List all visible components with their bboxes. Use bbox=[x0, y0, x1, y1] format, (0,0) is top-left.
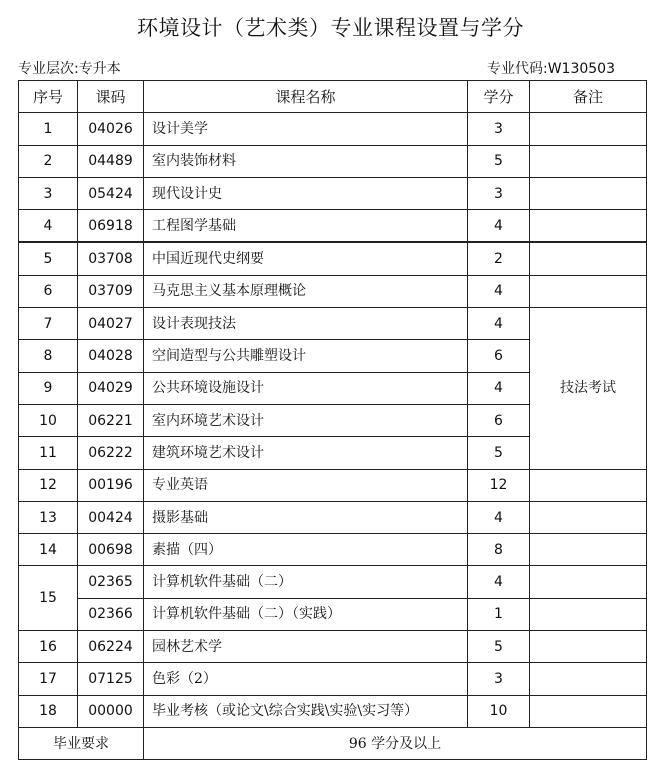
table-row bbox=[19, 275, 647, 307]
row-index: 12 bbox=[19, 469, 78, 501]
row-remarks bbox=[530, 695, 647, 727]
row-remarks bbox=[530, 631, 647, 663]
header-index: 序号 bbox=[19, 81, 78, 113]
row-name: 空间造型与公共雕塑设计 bbox=[144, 340, 468, 372]
row-code: 06221 bbox=[78, 404, 144, 436]
row-remarks bbox=[530, 469, 647, 501]
row-index: 16 bbox=[19, 631, 78, 663]
row-index: 14 bbox=[19, 534, 78, 566]
row-remarks bbox=[530, 113, 647, 145]
table-row bbox=[19, 145, 647, 177]
row-credits: 4 bbox=[468, 372, 530, 404]
row-credits: 3 bbox=[468, 663, 530, 695]
table-row bbox=[19, 210, 647, 243]
row-remarks bbox=[530, 210, 647, 243]
row-remarks bbox=[530, 598, 647, 630]
table-row bbox=[19, 177, 647, 209]
row-name: 现代设计史 bbox=[144, 177, 468, 209]
row-index: 17 bbox=[19, 663, 78, 695]
table-row bbox=[19, 242, 647, 275]
table-row bbox=[19, 469, 647, 501]
graduation-value: 96 学分及以上 bbox=[144, 727, 647, 759]
page-title: 环境设计（艺术类）专业课程设置与学分 bbox=[137, 16, 524, 40]
row-name: 设计美学 bbox=[144, 113, 468, 145]
table-row bbox=[19, 631, 647, 663]
row-name: 计算机软件基础（二） bbox=[144, 566, 468, 598]
row-index: 6 bbox=[19, 275, 78, 307]
row-name: 室内装饰材料 bbox=[144, 145, 468, 177]
row-code: 00424 bbox=[78, 501, 144, 533]
row-credits: 4 bbox=[468, 308, 530, 340]
row-credits: 4 bbox=[468, 210, 530, 243]
graduation-label: 毕业要求 bbox=[19, 727, 144, 759]
graduation-row bbox=[19, 727, 647, 759]
row-remarks bbox=[530, 145, 647, 177]
row-index: 9 bbox=[19, 372, 78, 404]
row-remarks bbox=[530, 663, 647, 695]
row-code: 04026 bbox=[78, 113, 144, 145]
row-name: 摄影基础 bbox=[144, 501, 468, 533]
row-credits: 5 bbox=[468, 631, 530, 663]
row-code: 06224 bbox=[78, 631, 144, 663]
row-index: 15 bbox=[19, 566, 78, 631]
row-name: 设计表现技法 bbox=[144, 308, 468, 340]
skill-exam-note: 技法考试 bbox=[530, 308, 647, 469]
row-name: 毕业考核（或论文\综合实践\实验\实习等） bbox=[144, 695, 468, 727]
row-index: 13 bbox=[19, 501, 78, 533]
row-name: 色彩（2） bbox=[144, 663, 468, 695]
row-index: 2 bbox=[19, 145, 78, 177]
row-code: 05424 bbox=[78, 177, 144, 209]
row-name: 专业英语 bbox=[144, 469, 468, 501]
row-remarks bbox=[530, 275, 647, 307]
major-level: 专业层次:专升本 bbox=[18, 61, 121, 77]
table-row bbox=[19, 695, 647, 727]
row-code: 06222 bbox=[78, 437, 144, 469]
row-name: 建筑环境艺术设计 bbox=[144, 437, 468, 469]
row-index: 18 bbox=[19, 695, 78, 727]
row-credits: 5 bbox=[468, 437, 530, 469]
row-code: 00196 bbox=[78, 469, 144, 501]
row-name: 公共环境设施设计 bbox=[144, 372, 468, 404]
row-code: 03709 bbox=[78, 275, 144, 307]
row-credits: 6 bbox=[468, 404, 530, 436]
row-index: 7 bbox=[19, 308, 78, 340]
row-index: 11 bbox=[19, 437, 78, 469]
table-row bbox=[19, 566, 647, 598]
table-row bbox=[19, 663, 647, 695]
row-code: 07125 bbox=[78, 663, 144, 695]
row-index: 10 bbox=[19, 404, 78, 436]
row-credits: 8 bbox=[468, 534, 530, 566]
row-name: 计算机软件基础（二）（实践） bbox=[144, 598, 468, 630]
row-name: 马克思主义基本原理概论 bbox=[144, 275, 468, 307]
row-name: 工程图学基础 bbox=[144, 210, 468, 243]
row-code: 04027 bbox=[78, 308, 144, 340]
row-remarks bbox=[530, 177, 647, 209]
row-credits: 3 bbox=[468, 177, 530, 209]
row-credits: 1 bbox=[468, 598, 530, 630]
row-credits: 5 bbox=[468, 145, 530, 177]
row-code: 04029 bbox=[78, 372, 144, 404]
row-credits: 3 bbox=[468, 113, 530, 145]
header-remarks: 备注 bbox=[530, 81, 647, 113]
row-credits: 4 bbox=[468, 566, 530, 598]
course-table bbox=[18, 80, 647, 760]
header-course-name: 课程名称 bbox=[144, 81, 468, 113]
row-credits: 4 bbox=[468, 275, 530, 307]
row-remarks bbox=[530, 566, 647, 598]
header-credits: 学分 bbox=[468, 81, 530, 113]
row-name: 中国近现代史纲要 bbox=[144, 242, 468, 275]
row-credits: 12 bbox=[468, 469, 530, 501]
table-row bbox=[19, 534, 647, 566]
row-code: 02366 bbox=[78, 598, 144, 630]
header-course-code: 课码 bbox=[78, 81, 144, 113]
row-credits: 6 bbox=[468, 340, 530, 372]
table-row bbox=[19, 501, 647, 533]
row-name: 园林艺术学 bbox=[144, 631, 468, 663]
major-code: 专业代码:W130503 bbox=[486, 61, 615, 77]
table-row bbox=[19, 308, 647, 340]
row-code: 04489 bbox=[78, 145, 144, 177]
row-credits: 10 bbox=[468, 695, 530, 727]
row-index: 5 bbox=[19, 242, 78, 275]
row-code: 02365 bbox=[78, 566, 144, 598]
table-row bbox=[19, 598, 647, 630]
row-code: 03708 bbox=[78, 242, 144, 275]
table-row bbox=[19, 113, 647, 145]
row-name: 素描（四） bbox=[144, 534, 468, 566]
row-credits: 2 bbox=[468, 242, 530, 275]
row-code: 04028 bbox=[78, 340, 144, 372]
row-code: 00000 bbox=[78, 695, 144, 727]
row-remarks bbox=[530, 242, 647, 275]
row-code: 00698 bbox=[78, 534, 144, 566]
row-credits: 4 bbox=[468, 501, 530, 533]
table-header-row bbox=[19, 81, 647, 113]
row-index: 4 bbox=[19, 210, 78, 243]
row-remarks bbox=[530, 534, 647, 566]
row-code: 06918 bbox=[78, 210, 144, 243]
row-remarks bbox=[530, 501, 647, 533]
row-index: 1 bbox=[19, 113, 78, 145]
row-index: 8 bbox=[19, 340, 78, 372]
row-name: 室内环境艺术设计 bbox=[144, 404, 468, 436]
row-index: 3 bbox=[19, 177, 78, 209]
